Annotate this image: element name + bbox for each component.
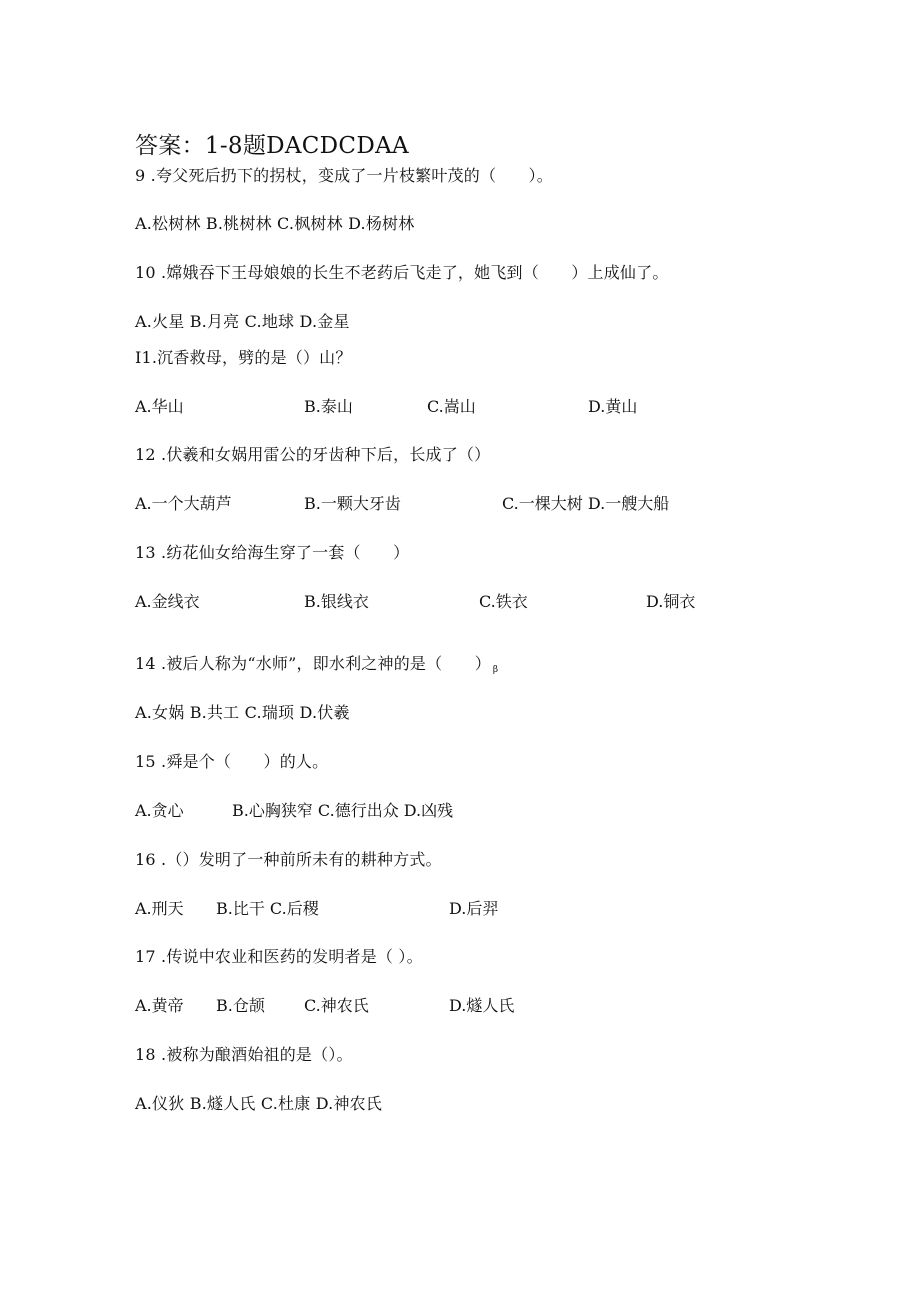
question-18-options: A.仪狄 B.燧人氏 C.杜康 D.神农氏 [135, 1094, 383, 1113]
question-17-stem: 17 .传说中农业和医药的发明者是（ ）。 [135, 947, 423, 966]
question-14-stray-mark: β [492, 665, 499, 675]
question-12-option-a: A.一个大葫芦 [135, 494, 232, 513]
question-13-option-d: D.铜衣 [646, 592, 696, 611]
question-16-option-d: D.后羿 [449, 899, 499, 918]
question-11-option-c: C.嵩山 [427, 397, 476, 416]
question-10-stem: 10 .嫦娥吞下王母娘娘的长生不老药后飞走了，她飞到（ ）上成仙了。 [135, 263, 669, 282]
question-17-option-c: C.神农氏 [304, 996, 369, 1015]
question-14-options: A.女娲 B.共工 C.瑞顼 D.伏羲 [135, 703, 350, 722]
answer-key: 答案：1-8题DACDCDAA [135, 133, 409, 159]
question-12-option-b: B.一颗大牙齿 [304, 494, 401, 513]
question-11-option-d: D.黄山 [588, 397, 638, 416]
question-15-option-a: A.贪心 [135, 801, 184, 820]
question-16-stem: 16 .（）发明了一种前所未有的耕种方式。 [135, 850, 442, 869]
question-17-option-a: A.黄帝 [135, 996, 184, 1015]
question-13-stem: 13 .纺花仙女给海生穿了一套（ ） [135, 543, 410, 562]
question-15-stem: 15 .舜是个（ ）的人。 [135, 752, 329, 771]
question-18-stem: 18 .被称为酿酒始祖的是（）。 [135, 1045, 353, 1064]
question-17-option-d: D.燧人氏 [449, 996, 515, 1015]
question-11-option-b: B.泰山 [304, 397, 353, 416]
question-12-option-cd: C.一棵大树 D.一艘大船 [502, 494, 670, 513]
question-13-option-c: C.铁衣 [479, 592, 528, 611]
question-15-option-bcd: B.心胸狭窄 C.德行出众 D.凶残 [232, 801, 454, 820]
question-11-option-a: A.华山 [135, 397, 184, 416]
question-12-stem: 12 .伏羲和女娲用雷公的牙齿种下后，长成了（） [135, 445, 491, 464]
question-13-option-a: A.金线衣 [135, 592, 200, 611]
question-11-stem: I1.沉香救母，劈的是（）山？ [135, 348, 352, 367]
question-16-option-bc: B.比干 C.后稷 [216, 899, 319, 918]
question-10-options: A.火星 B.月亮 C.地球 D.金星 [135, 312, 350, 331]
question-13-option-b: B.银线衣 [304, 592, 369, 611]
question-16-option-a: A.刑天 [135, 899, 184, 918]
question-9-stem: 9 .夸父死后扔下的拐杖，变成了一片枝繁叶茂的（ ）。 [135, 166, 553, 185]
question-17-option-b: B.仓颉 [216, 996, 265, 1015]
question-14-line [135, 654, 498, 680]
question-14-stem: 14 .被后人称为“水师”，即水利之神的是（ ） [135, 654, 491, 673]
question-9-options: A.松树林 B.桃树林 C.枫树林 D.杨树林 [135, 214, 415, 233]
